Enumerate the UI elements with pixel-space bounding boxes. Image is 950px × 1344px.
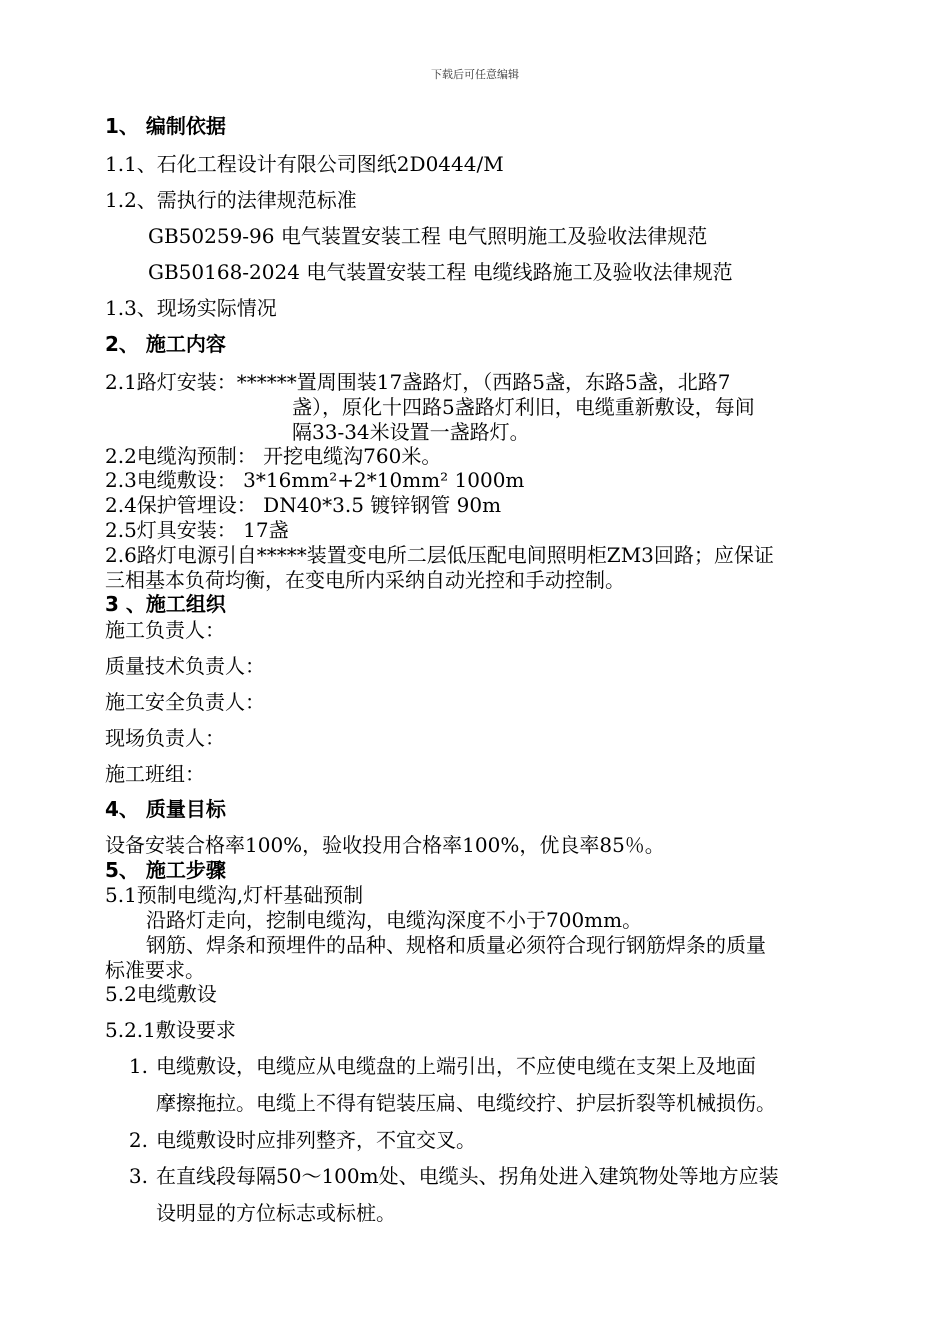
section-3-title: 3 、施工组织	[105, 592, 226, 616]
page-header-note: 下载后可任意编辑	[431, 68, 519, 81]
para-2-1-line1: 2.1路灯安装：******置周围装17盏路灯，（西路5盏，东路5盏，北路7	[105, 370, 731, 394]
para-5-1: 5.1预制电缆沟,灯杆基础预制	[105, 883, 364, 907]
standard-1: GB50259-96 电气装置安装工程 电气照明施工及验收法律规范	[148, 224, 708, 248]
list-item-text: 电缆敷设时应排列整齐，不宜交叉。	[156, 1128, 476, 1152]
para-5-1-b: 钢筋、焊条和预埋件的品种、规格和质量必须符合现行钢筋焊条的质量	[146, 933, 766, 957]
para-1-1: 1.1、石化工程设计有限公司图纸2D0444/M	[105, 152, 504, 176]
list-item-text: 电缆敷设，电缆应从电缆盘的上端引出，不应使电缆在支架上及地面	[156, 1054, 756, 1078]
para-1-2: 1.2、需执行的法律规范标准	[105, 188, 357, 212]
list-item-number: 2.	[128, 1128, 148, 1152]
para-1-3: 1.3、现场实际情况	[105, 296, 277, 320]
para-2-2: 2.2电缆沟预制： 开挖电缆沟760米。	[105, 444, 442, 468]
role-construction-lead: 施工负责人：	[105, 618, 225, 642]
quality-target-text: 设备安装合格率100%，验收投用合格率100%，优良率85％。	[105, 833, 665, 857]
list-item-text: 在直线段每隔50～100m处、电缆头、拐角处进入建筑物处等地方应装	[156, 1164, 779, 1188]
list-item-1-cont: 摩擦拖拉。电缆上不得有铠装压扁、电缆绞拧、护层折裂等机械损伤。	[156, 1091, 776, 1115]
list-item-2	[118, 1128, 476, 1152]
standard-2: GB50168-2024 电气装置安装工程 电缆线路施工及验收法律规范	[148, 260, 733, 284]
para-5-2-1: 5.2.1敷设要求	[105, 1018, 236, 1042]
para-2-3: 2.3电缆敷设： 3*16mm²+2*10mm² 1000m	[105, 468, 525, 492]
para-2-6-line1: 2.6路灯电源引自*****装置变电所二层低压配电间照明柜ZM3回路；应保证	[105, 543, 774, 567]
para-2-1-line3: 隔33-34米设置一盏路灯。	[292, 420, 530, 444]
role-site-lead: 现场负责人：	[105, 726, 225, 750]
section-4-title: 4、 质量目标	[105, 797, 226, 821]
para-5-1-a: 沿路灯走向，挖制电缆沟，电缆沟深度不小于700mm。	[146, 908, 643, 932]
list-item-3	[118, 1164, 779, 1188]
role-quality-lead: 质量技术负责人：	[105, 654, 265, 678]
section-2-title: 2、 施工内容	[105, 332, 226, 356]
role-safety-lead: 施工安全负责人：	[105, 690, 265, 714]
para-2-6-line2: 三相基本负荷均衡，在变电所内采纳自动光控和手动控制。	[105, 568, 625, 592]
para-5-2: 5.2电缆敷设	[105, 982, 217, 1006]
list-item-number: 1.	[128, 1054, 148, 1078]
role-team: 施工班组：	[105, 762, 205, 786]
para-2-4: 2.4保护管埋设： DN40*3.5 镀锌钢管 90m	[105, 493, 502, 517]
para-5-1-c: 标准要求。	[105, 958, 205, 982]
para-2-1-line2: 盏），原化十四路5盏路灯利旧，电缆重新敷设，每间	[292, 395, 755, 419]
list-item-1	[118, 1054, 756, 1078]
section-1-title: 1、 编制依据	[105, 114, 226, 138]
section-5-title: 5、 施工步骤	[105, 858, 226, 882]
list-item-3-cont: 设明显的方位标志或标桩。	[156, 1201, 396, 1225]
para-2-5: 2.5灯具安装： 17盏	[105, 518, 289, 542]
list-item-number: 3.	[128, 1164, 148, 1188]
